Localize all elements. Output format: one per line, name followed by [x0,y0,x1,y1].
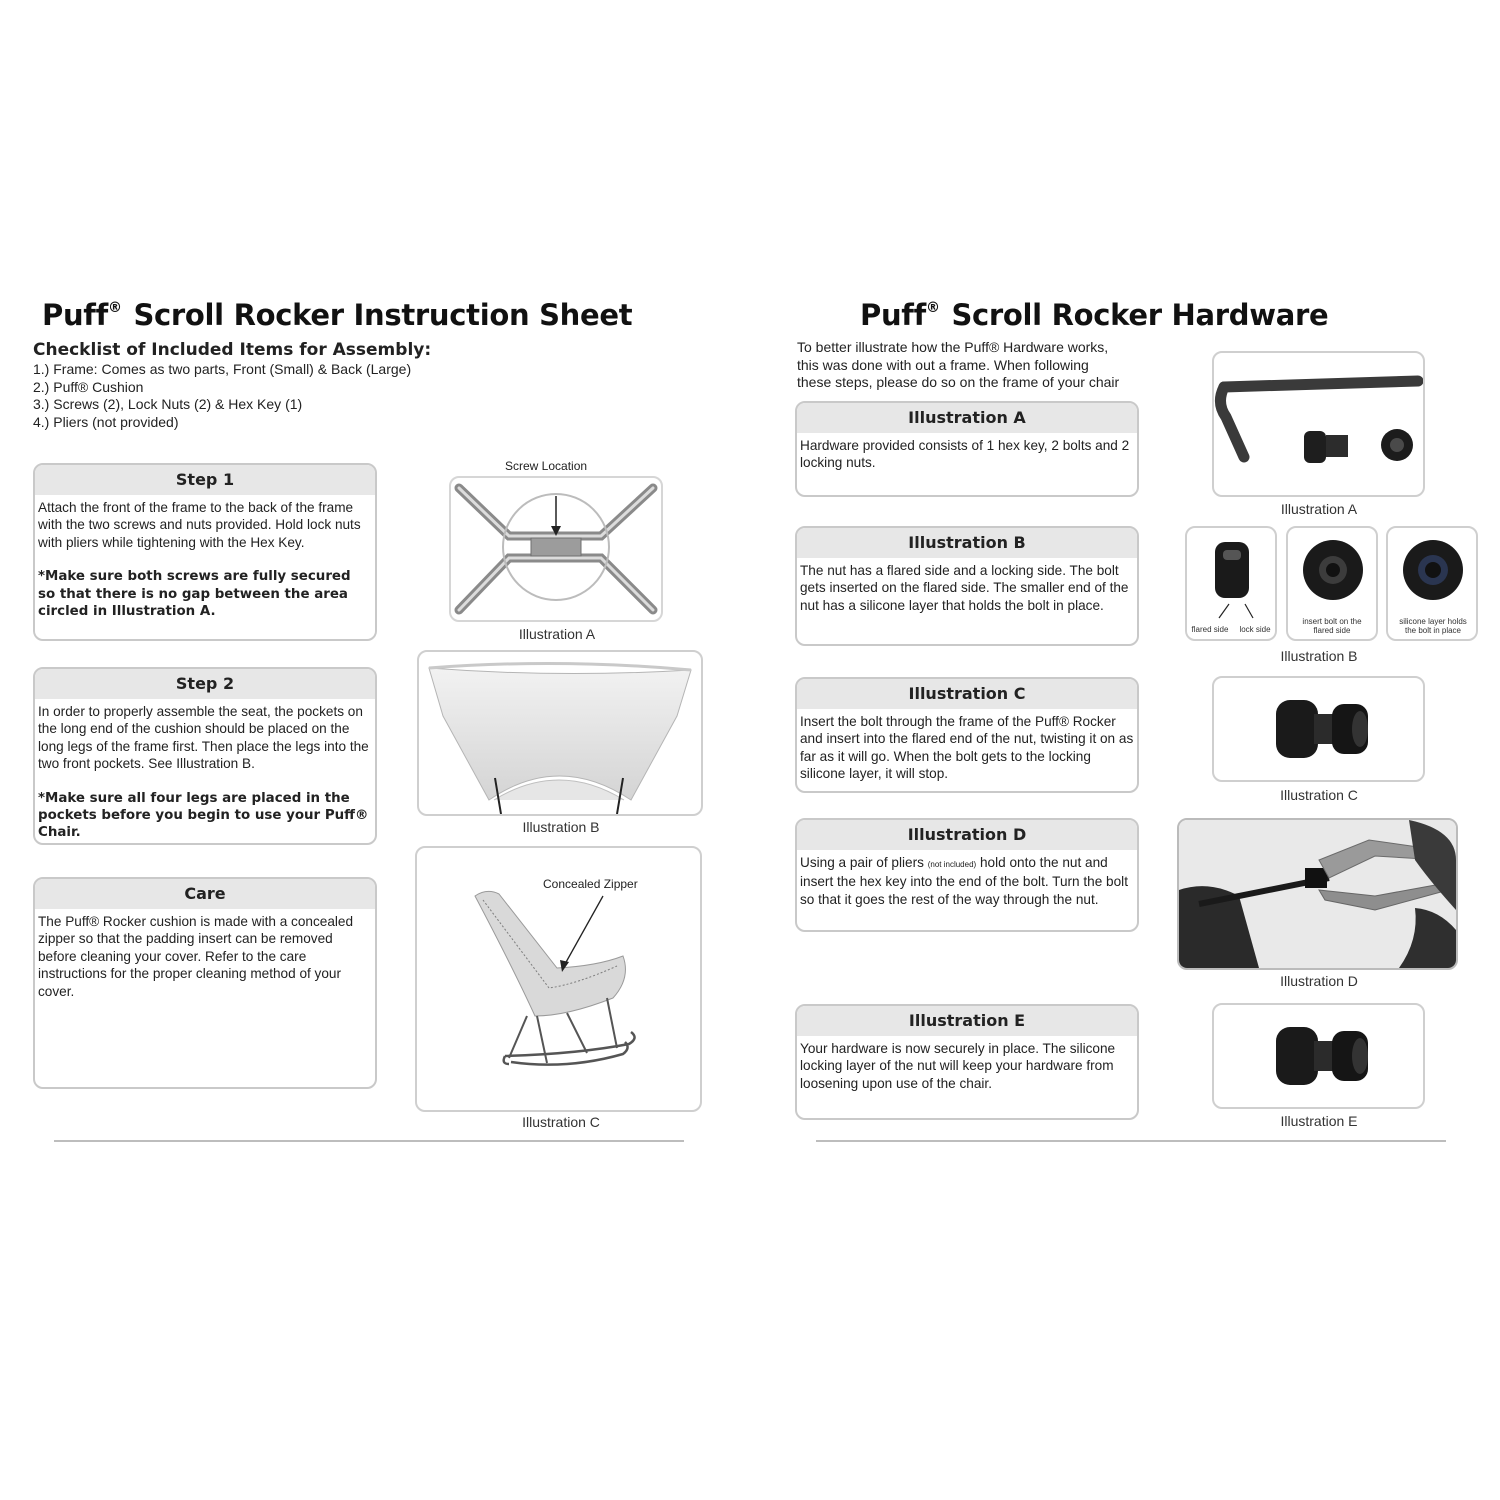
hardware-ill-e-body [797,1036,1137,1092]
not-included-note: (not included) [927,860,977,869]
screw-location-label: Screw Location [505,459,588,473]
cushion-drawing [419,652,701,814]
care-panel [33,877,377,1089]
frame-drawing [451,478,661,620]
brand-name: Puff [42,298,108,332]
care-body [35,909,375,1000]
hardware-photo-c [1212,676,1425,782]
silicone-layer-label: silicone layer holds the bolt in place [1399,617,1467,635]
hardware-ill-a-heading: Illustration A [797,403,1137,433]
hardware-ill-b-body [797,558,1137,614]
ill-d-text-start: Using a pair of pliers [800,855,924,870]
hardware-ill-c-heading: Illustration C [797,679,1137,709]
hardware-photo-a [1212,351,1425,497]
step2-heading: Step 2 [35,669,375,699]
intro-line: To better illustrate how the Puff® Hardware works, [797,339,1109,355]
intro-line: this was done with out a frame. When following [797,356,1089,373]
illustration-a-frame [449,476,663,622]
checklist [33,340,513,431]
hardware-caption-d: Illustration D [1280,973,1358,989]
flared-side-label: flared side [1191,625,1229,634]
care-heading: Care [35,879,375,909]
intro-text [797,339,1157,392]
hardware-caption-a: Illustration A [1280,501,1358,517]
hardware-ill-d-heading: Illustration D [797,820,1137,850]
right-page-title [860,298,1328,332]
nut-photo-1 [1185,526,1277,641]
left-page-title [42,298,632,332]
rocker-drawing [417,848,700,1110]
right-footer-rule [816,1140,1446,1142]
step2-body [35,699,375,842]
right-title-text: Scroll Rocker Hardware [951,298,1329,332]
hardware-ill-c-text: Insert the bolt through the frame of the Puff® Rocker and insert into the flared end of the nut, twisting it on as far as it will go. When the bolt gets to the locking silicone layer, it will stop. [800,714,1134,782]
registered-mark: ® [107,300,122,316]
bolt-nut-assembly [1214,678,1423,780]
hardware-ill-a-panel [795,401,1139,497]
step1-panel [33,463,377,641]
hex-key-bolt-nut [1214,353,1423,495]
step2-text: In order to properly assemble the seat, the pockets on the long end of the cushion should be placed on the long legs of the frame first. Then place the legs into the two front pockets. See Illustration B. [38,704,369,772]
concealed-zipper-label: Concealed Zipper [543,877,638,891]
hardware-ill-a-text: Hardware provided consists of 1 hex key, 2 bolts and 2 locking nuts. [800,438,1130,471]
brand-name: Puff [860,298,926,332]
hardware-ill-d-body [797,850,1137,908]
insert-bolt-label: insert bolt on the flared side [1302,617,1362,635]
nut-photo-2 [1286,526,1378,641]
pliers-photo [1179,820,1456,968]
hardware-ill-c-panel [795,677,1139,793]
nut-photo-3 [1386,526,1478,641]
hardware-caption-b: Illustration B [1280,648,1358,664]
hardware-ill-e-text: Your hardware is now securely in place. The silicone locking layer of the nut will keep your hardware from loosening upon use of the chair. [800,1041,1116,1091]
care-text: The Puff® Rocker cushion is made with a concealed zipper so that the padding insert can be removed before cleaning your cover. Refer to the care instructions for the proper cleaning method of your cover. [38,914,354,999]
step1-heading: Step 1 [35,465,375,495]
illustration-a-caption: Illustration A [518,626,596,642]
checklist-item: 4.) Pliers (not provided) [33,413,179,430]
illustration-c-caption: Illustration C [522,1114,600,1130]
step2-panel [33,667,377,845]
intro-line: these steps, please do so on the frame of your chair [797,374,1120,390]
nut-side-view [1187,528,1275,639]
illustration-b-caption: Illustration B [522,819,600,835]
ill-d-text-end: hold onto the nut and insert the hex key into the end of the bolt. Turn the bolt so that it goes the rest of the way through the nut. [800,855,1128,907]
bolt-secured [1214,1005,1423,1107]
hardware-photo-e [1212,1003,1425,1109]
illustration-b-cushion [417,650,703,816]
hardware-ill-b-panel [795,526,1139,646]
registered-mark: ® [925,300,940,316]
hardware-ill-b-text: The nut has a flared side and a locking side. The bolt gets inserted on the flared side. The smaller end of the nut has a silicone layer that holds the bolt in place. [800,563,1129,613]
hardware-caption-e: Illustration E [1280,1113,1358,1129]
hardware-photo-d [1177,818,1458,970]
step1-body [35,495,375,620]
hardware-ill-a-body [797,433,1137,472]
step2-note: *Make sure all four legs are placed in the pockets before you begin to use your Puff® Chair. [38,790,369,841]
checklist-item: 2.) Puff® Cushion [33,378,144,395]
hardware-ill-e-heading: Illustration E [797,1006,1137,1036]
hardware-ill-c-body [797,709,1137,783]
illustration-c-rocker [415,846,702,1112]
checklist-item: 1.) Frame: Comes as two parts, Front (Small) & Back (Large) [33,361,412,377]
hardware-ill-b-heading: Illustration B [797,528,1137,558]
hardware-caption-c: Illustration C [1280,787,1358,803]
lock-side-label: lock side [1239,625,1271,634]
checklist-items [33,361,513,431]
hardware-ill-e-panel [795,1004,1139,1120]
hardware-ill-d-panel [795,818,1139,932]
step1-note: *Make sure both screws are fully secured so that there is no gap between the area circled in Illustration A. [38,569,351,620]
hardware-ill-d-text [800,854,1134,908]
checklist-item: 3.) Screws (2), Lock Nuts (2) & Hex Key (1) [33,396,303,412]
step1-text: Attach the front of the frame to the back of the frame with the two screws and nuts provided. Hold lock nuts with pliers while tightening with the Hex Key. [38,500,361,550]
left-footer-rule [54,1140,684,1142]
left-title-text: Scroll Rocker Instruction Sheet [133,298,633,332]
checklist-heading: Checklist of Included Items for Assembly: [33,340,432,360]
